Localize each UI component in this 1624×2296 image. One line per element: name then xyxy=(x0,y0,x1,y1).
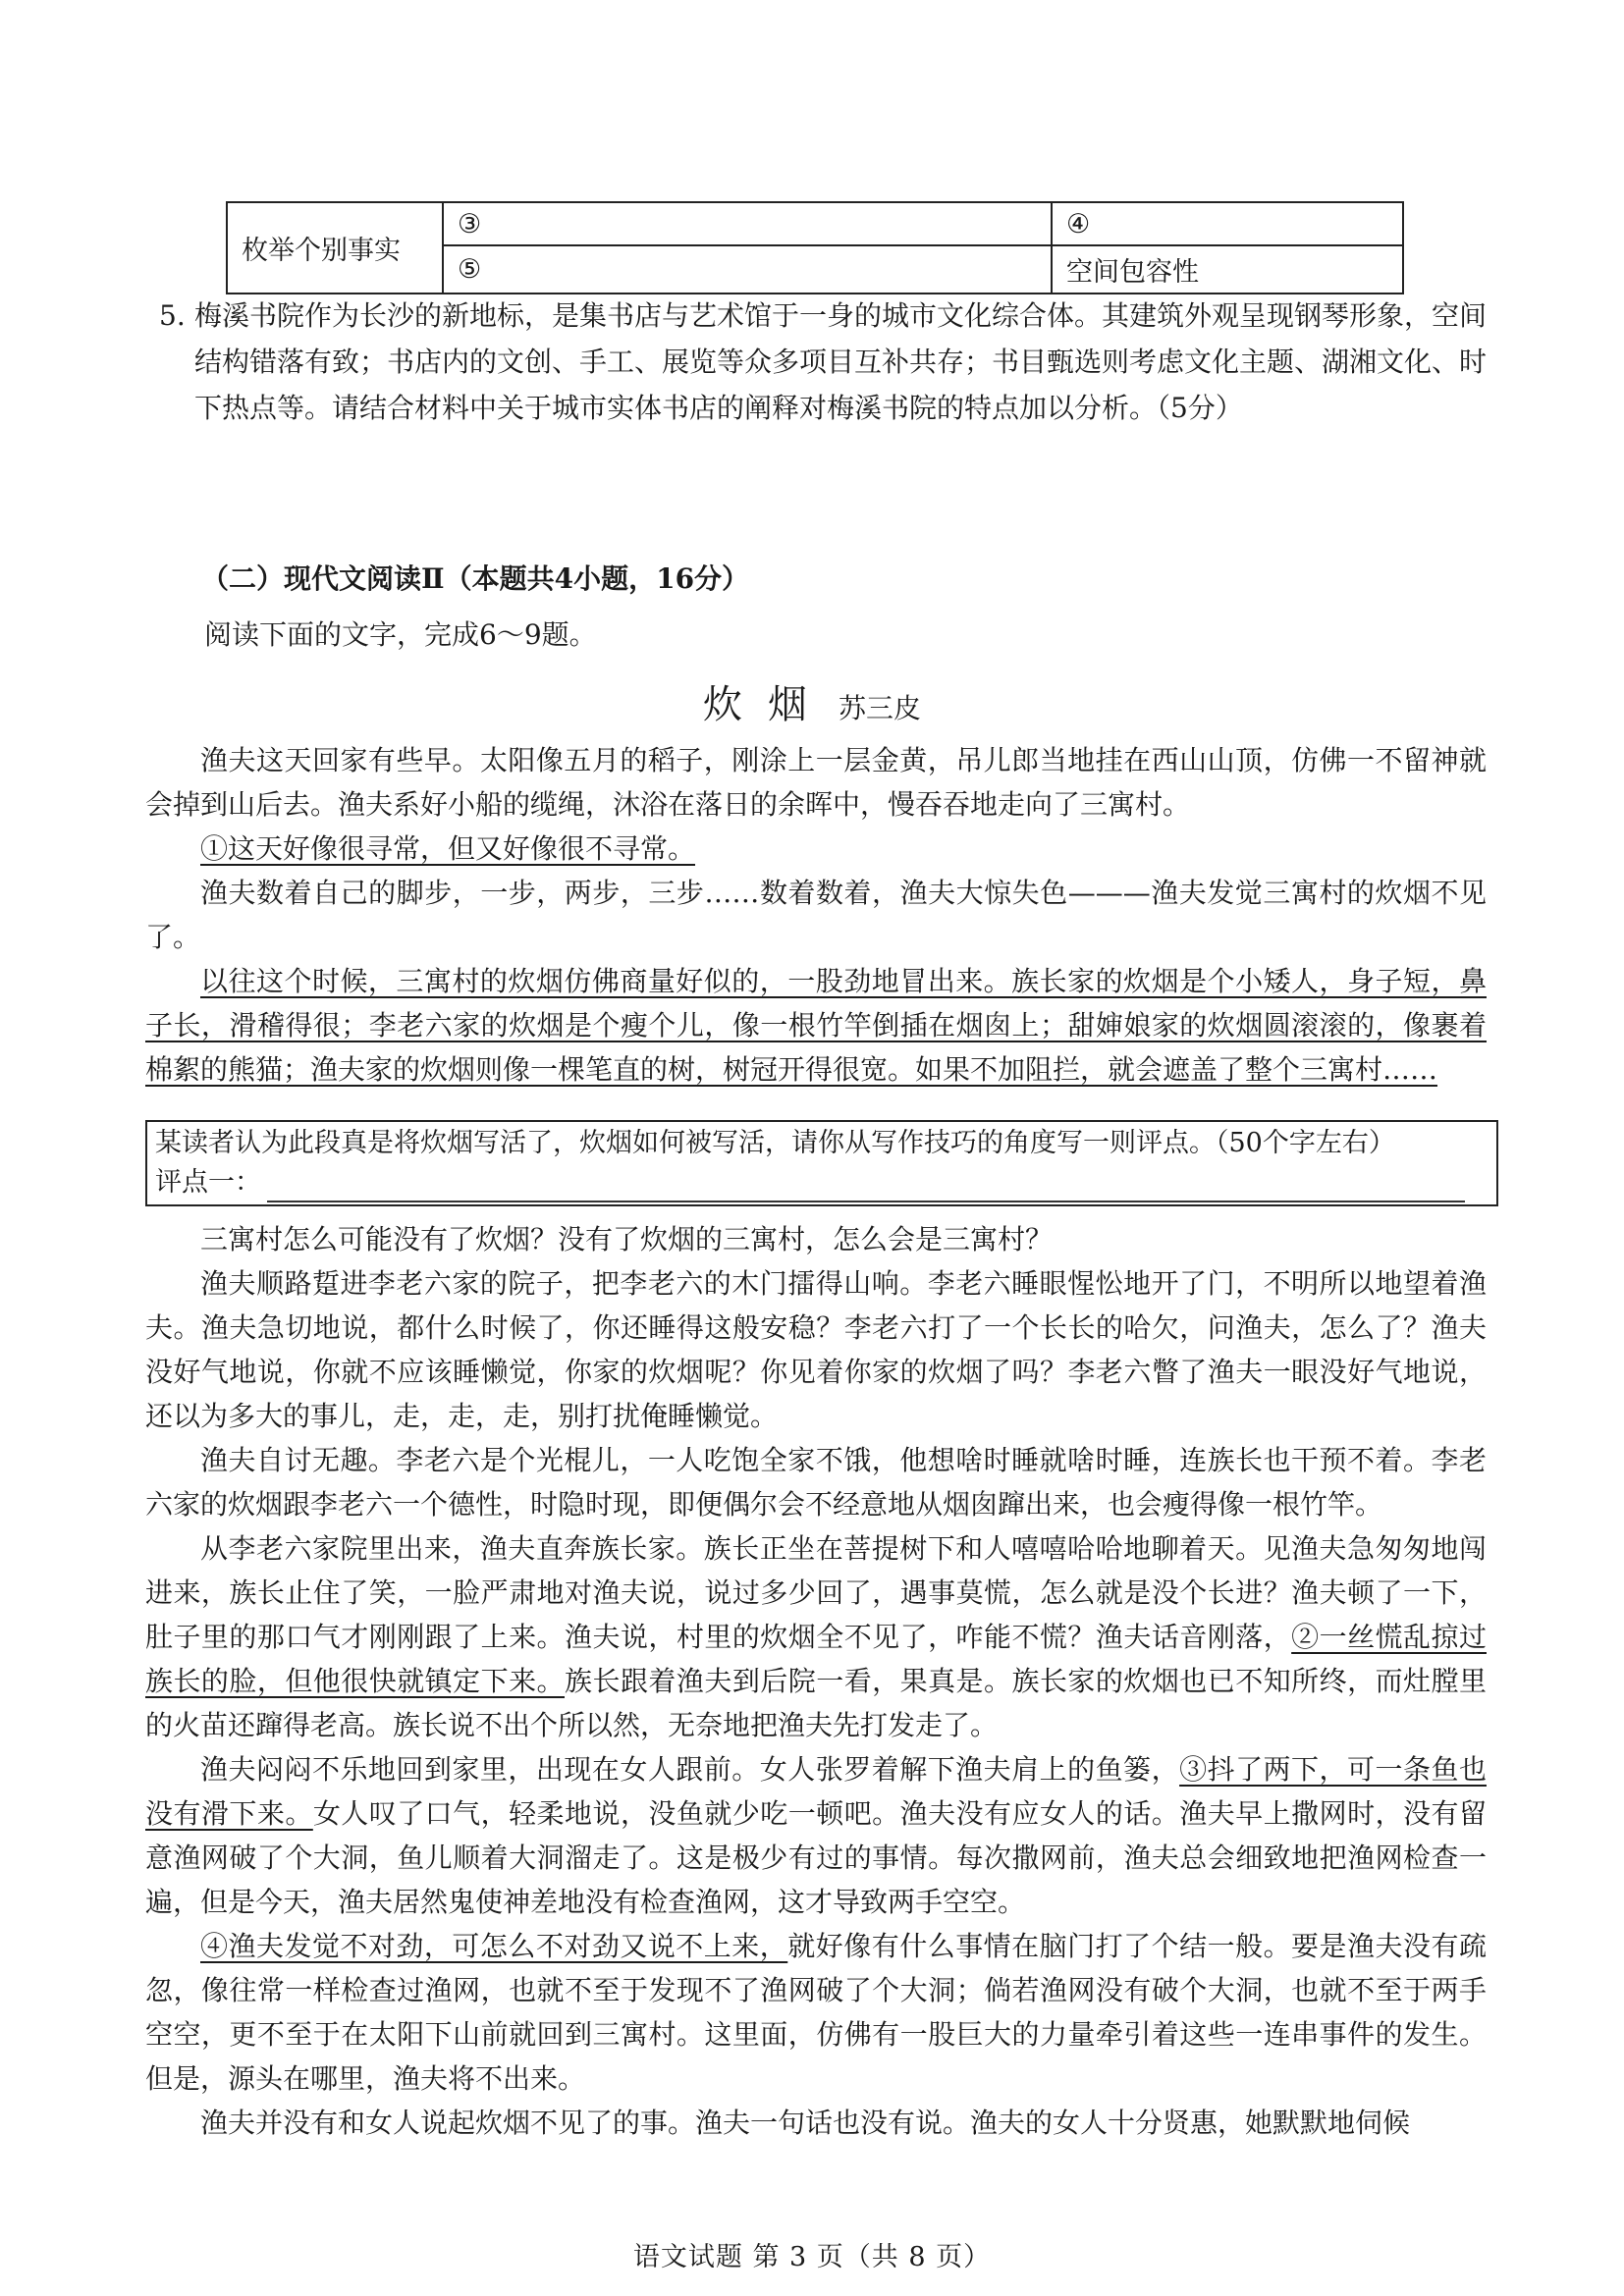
paragraph xyxy=(145,1526,1487,1747)
question-5 xyxy=(159,293,1494,431)
story-text-part1 xyxy=(145,738,1487,1092)
comment-answer-row xyxy=(155,1163,1489,1202)
text-run: 族长跟着渔夫到后院一看，果真是。族长家的炊烟也已不知所终，而灶膛里的火苗还蹿得老高。族长说不出个所以然，无奈地把渔夫先打发走了。 xyxy=(145,1665,1487,1741)
paragraph: 渔夫数着自己的脚步，一步，两步，三步……数着数着，渔夫大惊失色———渔夫发觉三寓村的炊烟不见了。 xyxy=(145,877,1487,953)
paragraph: 渔夫顺路踅进李老六家的院子，把李老六的木门擂得山响。李老六睡眼惺忪地开了门，不明所以地望着渔夫。渔夫急切地说，都什么时候了，你还睡得这般安稳？李老六打了一个长长的哈欠，问渔夫，怎么了？渔夫没好气地说，你就不应该睡懒觉，你家的炊烟呢？你见着你家的炊烟了吗？李老六瞥了渔夫一眼没好气地说，还以为多大的事儿，走，走，走，别打扰俺睡懒觉。 xyxy=(145,1267,1487,1432)
question-number: 5. xyxy=(159,299,186,332)
text-run: 女人叹了口气，轻柔地说，没鱼就少吃一顿吧。渔夫没有应女人的话。渔夫早上撒网时，没有留意渔网破了个大洞，鱼儿顺着大洞溜走了。这是极少有过的事情。每次撒网前，渔夫总会细致地把渔网检查一遍，但是今天，渔夫居然鬼使神差地没有检查渔网，这才导致两手空空。 xyxy=(145,1797,1487,1918)
text-run: 渔夫闷闷不乐地回到家里，出现在女人跟前。女人张罗着解下渔夫肩上的鱼篓， xyxy=(200,1753,1180,1786)
table-cell-3: ③ xyxy=(443,202,1052,245)
story-author: 苏三皮 xyxy=(838,692,921,724)
paragraph: 渔夫并没有和女人说起炊烟不见了的事。渔夫一句话也没有说。渔夫的女人十分贤惠，她默默地伺候 xyxy=(200,2107,1411,2139)
table-cell-4: ④ xyxy=(1052,202,1403,245)
underlined-sentence-2: ②一丝慌乱掠过族长的脸，但他很快就镇定下来。 xyxy=(145,1621,1487,1697)
story-title: 炊烟 xyxy=(702,682,833,727)
comment-box xyxy=(145,1120,1498,1206)
paragraph xyxy=(145,959,1487,1092)
text-run: 就好像有什么事情在脑门打了个结一般。要是渔夫没有疏忽，像往常一样检查过渔网，也就不至于发现不了渔网破了个大洞；倘若渔网没有破个大洞，也就不至于两手空空，更不至于在太阳下山前就回到三寓村。这里面，仿佛有一股巨大的力量牵引着这些一连串事件的发生。但是，源头在哪里，渔夫将不出来。 xyxy=(145,1930,1487,2095)
paragraph xyxy=(145,1924,1487,2101)
underlined-sentence-4: ④渔夫发觉不对劲，可怎么不对劲又说不上来， xyxy=(200,1930,788,1962)
facts-table xyxy=(226,201,1404,294)
story-heading xyxy=(0,673,1624,729)
paragraph xyxy=(145,827,1487,871)
text-run: 从李老六家院里出来，渔夫直奔族长家。族长正坐在菩提树下和人嘻嘻哈哈地聊着天。见渔夫急匆匆地闯进来，族长止住了笑，一脸严肃地对渔夫说，说过多少回了，遇事莫慌，怎么就是没个长进？渔夫顿了一下，肚子里的那口气才刚刚跟了上来。渔夫说，村里的炊烟全不见了，咋能不慌？渔夫话音刚落， xyxy=(145,1532,1487,1653)
paragraph xyxy=(145,1747,1487,1924)
table-cell-6: 空间包容性 xyxy=(1052,245,1403,294)
underlined-paragraph: 以往这个时候，三寓村的炊烟仿佛商量好似的，一股劲地冒出来。族长家的炊烟是个小矮人，身子短，鼻子长，滑稽得很；李老六家的炊烟是个瘦个儿，像一根竹竿倒插在烟囱上；甜婶娘家的炊烟圆滚滚的，像裹着棉絮的熊猫；渔夫家的炊烟则像一棵笔直的树，树冠开得很宽。如果不加阻拦，就会遮盖了整个三寓村…… xyxy=(145,965,1487,1086)
comment-answer-line[interactable] xyxy=(267,1173,1465,1202)
paragraph: 渔夫自讨无趣。李老六是个光棍儿，一人吃饱全家不饿，他想啥时睡就啥时睡，连族长也干预不着。李老六家的炊烟跟李老六一个德性，时隐时现，即便偶尔会不经意地从烟囱蹿出来，也会瘦得像一根竹竿。 xyxy=(145,1444,1487,1521)
table-row-header: 枚举个别事实 xyxy=(227,202,443,294)
table-cell-5: ⑤ xyxy=(443,245,1052,294)
paragraph: 三寓村怎么可能没有了炊烟？没有了炊烟的三寓村，怎么会是三寓村？ xyxy=(200,1223,1054,1255)
paragraph: 渔夫这天回家有些早。太阳像五月的稻子，刚涂上一层金黄，吊儿郎当地挂在西山山顶，仿佛一不留神就会掉到山后去。渔夫系好小船的缆绳，沐浴在落日的余晖中，慢吞吞地走向了三寓村。 xyxy=(145,744,1487,821)
comment-prompt: 某读者认为此段真是将炊烟写活了，炊烟如何被写活，请你从写作技巧的角度写一则评点。（50个字左右） xyxy=(155,1128,1395,1158)
page-footer: 语文试题 第 3 页（共 8 页） xyxy=(632,2242,992,2272)
question-text: 梅溪书院作为长沙的新地标，是集书店与艺术馆于一身的城市文化综合体。其建筑外观呈现钢琴形象，空间结构错落有致；书店内的文创、手工、展览等众多项目互补共存；书目甄选则考虑文化主题、湖湘文化、时下热点等。请结合材料中关于城市实体书店的阐释对梅溪书院的特点加以分析。（5分） xyxy=(194,299,1488,424)
comment-label: 评点一： xyxy=(155,1167,261,1198)
underlined-sentence-3: ③抖了两下，可一条鱼也没有滑下来。 xyxy=(145,1753,1487,1830)
section-instruction: 阅读下面的文字，完成6～9题。 xyxy=(204,618,597,651)
story-text-part2 xyxy=(145,1217,1487,2145)
section-title: （二）现代文阅读Ⅱ（本题共4小题，16分） xyxy=(201,562,750,595)
underlined-sentence-1: ①这天好像很寻常，但又好像很不寻常。 xyxy=(200,832,696,865)
